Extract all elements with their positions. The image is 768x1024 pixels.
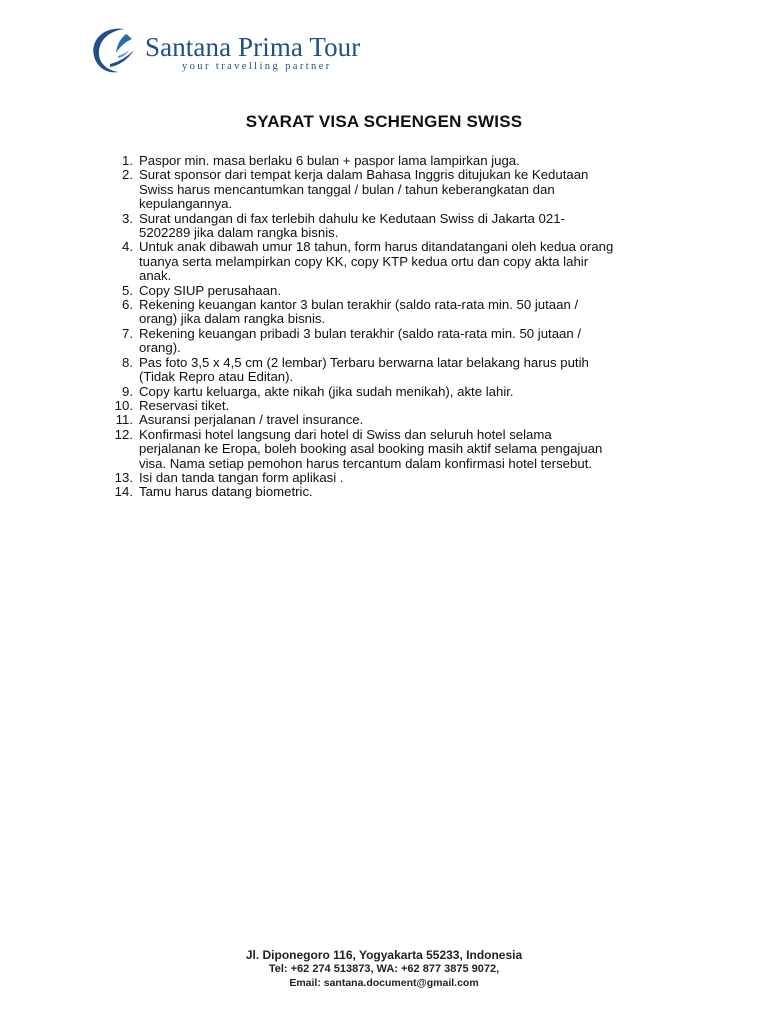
requirement-line: Isi dan tanda tangan form aplikasi . (139, 469, 344, 485)
requirement-number: 13. (114, 469, 133, 485)
requirement-item (109, 413, 689, 427)
requirement-item (109, 212, 689, 241)
requirement-line: visa. Nama setiap pemohon harus tercantum dalam konfirmasi hotel tersebut. (139, 455, 592, 471)
requirement-line: 5202289 jika dalam rangka bisnis. (139, 225, 339, 241)
requirement-line: Swiss harus mencantumkan tanggal / bulan / tahun keberangkatan dan (139, 181, 555, 197)
requirement-item (109, 168, 689, 211)
footer-email: Email: santana.document@gmail.com (289, 977, 479, 989)
requirement-item (109, 240, 689, 283)
footer-address: Jl. Diponegoro 116, Yogyakarta 55233, Indonesia (245, 948, 523, 962)
requirement-item (109, 485, 689, 499)
requirement-text (139, 154, 689, 168)
footer-contact (0, 948, 768, 990)
requirement-number: 2. (122, 167, 133, 183)
requirement-text (139, 428, 689, 471)
requirement-line: Copy kartu keluarga, akte nikah (jika sudah menikah), akte lahir. (139, 383, 514, 399)
swoosh-bird-logo-icon (88, 20, 150, 82)
requirement-text (139, 356, 689, 385)
requirement-item (109, 154, 689, 168)
requirement-number: 4. (122, 239, 133, 255)
company-logo (88, 20, 388, 84)
brand-tagline: your travelling partner (182, 61, 332, 72)
requirement-line: Surat undangan di fax terlebih dahulu ke Kedutaan Swiss di Jakarta 021- (139, 210, 565, 226)
requirement-line: kepulangannya. (139, 196, 233, 212)
document-title: SYARAT VISA SCHENGEN SWISS (245, 112, 523, 131)
requirement-line: Tamu harus datang biometric. (139, 484, 313, 500)
requirement-text (139, 471, 689, 485)
requirement-text (139, 284, 689, 298)
requirement-text (139, 168, 689, 211)
requirement-text (139, 240, 689, 283)
requirement-line: Surat sponsor dari tempat kerja dalam Bahasa Inggris ditujukan ke Kedutaan (139, 167, 589, 183)
requirement-text (139, 298, 689, 327)
requirement-item (109, 385, 689, 399)
requirement-number: 14. (114, 484, 133, 500)
requirement-number: 8. (122, 354, 133, 370)
requirement-item (109, 399, 689, 413)
requirement-number: 5. (122, 282, 133, 298)
requirement-line: Pas foto 3,5 x 4,5 cm (2 lembar) Terbaru berwarna latar belakang harus putih (139, 354, 589, 370)
requirement-text (139, 413, 689, 427)
requirement-text (139, 485, 689, 499)
requirement-text (139, 212, 689, 241)
requirement-number: 12. (114, 426, 133, 442)
requirement-number: 3. (122, 210, 133, 226)
requirement-line: Untuk anak dibawah umur 18 tahun, form harus ditandatangani oleh kedua orang (139, 239, 614, 255)
requirement-line: orang). (139, 340, 181, 356)
requirement-item (109, 428, 689, 471)
requirement-line: Asuransi perjalanan / travel insurance. (139, 412, 364, 428)
brand-name: Santana Prima Tour (145, 32, 361, 62)
requirement-line: Konfirmasi hotel langsung dari hotel di Swiss dan seluruh hotel selama (139, 426, 552, 442)
requirement-line: Reservasi tiket. (139, 397, 230, 413)
requirement-item (109, 356, 689, 385)
requirement-number: 1. (122, 153, 133, 168)
requirement-line: orang) jika dalam rangka bisnis. (139, 311, 326, 327)
requirement-text (139, 327, 689, 356)
requirement-item (109, 298, 689, 327)
requirement-number: 9. (122, 383, 133, 399)
requirement-line: Copy SIUP perusahaan. (139, 282, 281, 298)
requirement-number: 10. (114, 397, 133, 413)
requirement-number: 7. (122, 325, 133, 341)
requirement-line: perjalanan ke Eropa, boleh booking asal booking masih aktif selama pengajuan (139, 441, 603, 457)
requirement-line: (Tidak Repro atau Editan). (139, 369, 294, 385)
requirement-item (109, 284, 689, 298)
requirement-number: 6. (122, 297, 133, 313)
requirement-line: Rekening keuangan kantor 3 bulan terakhir (saldo rata-rata min. 50 jutaan / (139, 297, 579, 313)
requirement-item (109, 471, 689, 485)
requirement-line: tuanya serta melampirkan copy KK, copy KTP kedua ortu dan copy akta lahir (139, 253, 589, 269)
requirement-line: Paspor min. masa berlaku 6 bulan + paspor lama lampirkan juga. (139, 153, 520, 168)
requirements-list (109, 154, 689, 500)
requirement-item (109, 327, 689, 356)
requirement-line: Rekening keuangan pribadi 3 bulan terakhir (saldo rata-rata min. 50 jutaan / (139, 325, 582, 341)
requirement-number: 11. (115, 412, 133, 428)
requirement-line: anak. (139, 268, 172, 284)
requirement-text (139, 385, 689, 399)
footer-phone: Tel: +62 274 513873, WA: +62 877 3875 9072, (268, 963, 500, 975)
requirement-text (139, 399, 689, 413)
